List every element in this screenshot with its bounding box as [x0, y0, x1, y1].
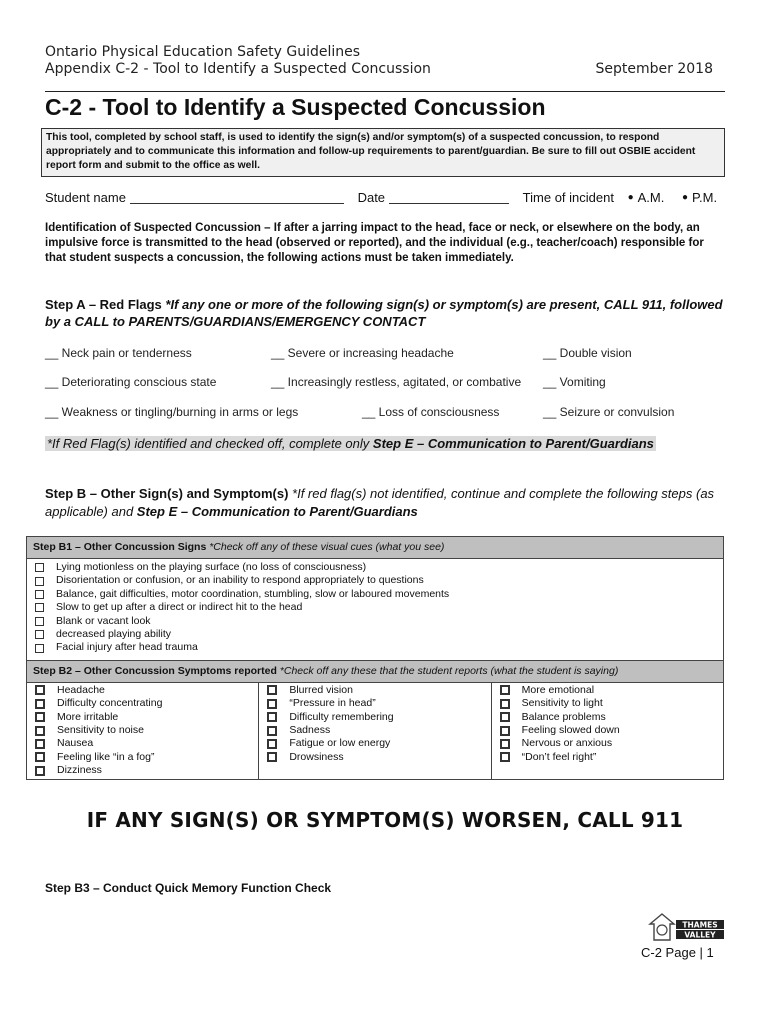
- checklist-item-label: Nausea: [57, 737, 94, 750]
- checklist-item[interactable]: [267, 711, 490, 724]
- b2-column-1: [27, 683, 259, 780]
- checklist-item-label: Disorientation or confusion, or an inability to respond appropriately to questions: [56, 574, 424, 587]
- checklist-item-label: Drowsiness: [289, 750, 344, 763]
- header-date: September 2018: [595, 61, 713, 77]
- b2-column-3: [492, 683, 723, 780]
- checklist-item-label: Feeling like “in a fog”: [57, 750, 155, 763]
- checkbox-icon[interactable]: [35, 617, 44, 626]
- checklist-item[interactable]: [267, 697, 490, 710]
- checkbox-icon[interactable]: [500, 739, 510, 749]
- red-flag-item[interactable]: __ Deteriorating conscious state: [45, 375, 217, 389]
- checkbox-icon[interactable]: [35, 644, 44, 653]
- red-flag-item[interactable]: __ Weakness or tingling/burning in arms or legs: [45, 405, 299, 419]
- checklist-item-label: More irritable: [57, 710, 119, 723]
- checkbox-icon[interactable]: [35, 563, 44, 572]
- checklist-item[interactable]: [35, 737, 258, 750]
- checklist-item-label: Headache: [57, 683, 105, 696]
- checklist-item[interactable]: [35, 628, 723, 641]
- red-flag-item[interactable]: __ Seizure or convulsion: [543, 405, 675, 419]
- checklist-item[interactable]: [500, 697, 723, 710]
- bullet-icon: ●: [627, 192, 634, 203]
- checkbox-icon[interactable]: [267, 685, 277, 695]
- checklist-item[interactable]: [35, 684, 258, 697]
- checklist-item[interactable]: [35, 615, 723, 628]
- checklist-item-label: Difficulty remembering: [289, 710, 394, 723]
- checklist-item[interactable]: [500, 724, 723, 737]
- header-rule: [45, 91, 725, 92]
- checklist-item[interactable]: [500, 711, 723, 724]
- checkbox-icon[interactable]: [35, 577, 44, 586]
- checklist-item-label: Slow to get up after a direct or indirect hit to the head: [56, 601, 303, 614]
- checkbox-icon[interactable]: [35, 590, 44, 599]
- checklist-item-label: Sensitivity to noise: [57, 723, 144, 736]
- identification-paragraph: Identification of Suspected Concussion – If after a jarring impact to the head, face or neck, or elsewhere on the body, an impulsive force is transmitted to the head (observed or reported), and the individual (e.g., teacher/coach) responsible for that student suspects a concussion, the following actions must be taken immediately.: [45, 222, 704, 264]
- red-flag-item[interactable]: __ Loss of consciousness: [362, 405, 500, 419]
- bullet-icon: ●: [681, 192, 689, 203]
- checkbox-icon[interactable]: [35, 685, 45, 695]
- checklist-item-label: Difficulty concentrating: [57, 697, 163, 710]
- b1-checklist: [27, 559, 723, 660]
- checklist-item-label: Fatigue or low energy: [289, 737, 391, 750]
- checkbox-icon[interactable]: [500, 699, 510, 709]
- red-flag-item[interactable]: __ Neck pain or tenderness: [45, 346, 192, 360]
- b2-header: Step B2 – Other Concussion Symptoms reported *Check off any these that the student reports (what the student is saying): [27, 660, 723, 683]
- checklist-item-label: “Don’t feel right”: [521, 750, 597, 763]
- red-flag-item[interactable]: __ Increasingly restless, agitated, or combative: [271, 375, 522, 389]
- document-header: [45, 44, 725, 78]
- checklist-item[interactable]: [500, 684, 723, 697]
- checklist-item[interactable]: [35, 751, 258, 764]
- page-number: C-2 Page | 1: [641, 945, 714, 960]
- header-line-2: Appendix C-2 - Tool to Identify a Suspected Concussion: [45, 61, 431, 77]
- checklist-item-label: Facial injury after head trauma: [56, 641, 198, 654]
- student-name-field[interactable]: [130, 191, 344, 204]
- checklist-item-label: Sadness: [289, 723, 331, 736]
- checklist-item-label: Lying motionless on the playing surface (no loss of consciousness): [56, 561, 367, 573]
- b1-header: Step B1 – Other Concussion Signs *Check off any of these visual cues (what you see): [27, 537, 723, 559]
- checkbox-icon[interactable]: [267, 726, 277, 736]
- date-label: Date: [357, 190, 386, 205]
- checklist-item-label: decreased playing ability: [56, 627, 171, 640]
- checklist-item[interactable]: [500, 737, 723, 750]
- checkbox-icon[interactable]: [35, 739, 45, 749]
- checkbox-icon[interactable]: [35, 603, 44, 612]
- red-flag-item[interactable]: __ Severe or increasing headache: [271, 346, 454, 360]
- checklist-item-label: “Pressure in head”: [289, 697, 376, 710]
- checklist-item[interactable]: [35, 588, 723, 601]
- date-field[interactable]: [389, 191, 509, 204]
- checklist-item[interactable]: [267, 751, 490, 764]
- checkbox-icon[interactable]: [35, 726, 45, 736]
- checkbox-icon[interactable]: [500, 752, 510, 762]
- checklist-item[interactable]: [35, 574, 723, 587]
- red-flag-item[interactable]: __ Vomiting: [543, 375, 606, 389]
- checkbox-icon[interactable]: [267, 739, 277, 749]
- checklist-item[interactable]: [35, 601, 723, 614]
- step-a-lead: Step A – Red Flags: [45, 297, 166, 312]
- step-a-heading: [45, 296, 725, 330]
- checklist-item[interactable]: [35, 697, 258, 710]
- step-b-heading: Step B – Other Sign(s) and Symptom(s) *If red flag(s) not identified, continue and complete the following steps (as applicable) and Step E – Communication to Parent/Guardians: [45, 486, 715, 519]
- checklist-item[interactable]: [500, 751, 723, 764]
- red-flag-item[interactable]: __ Double vision: [543, 346, 632, 360]
- checklist-item-label: Blurred vision: [289, 683, 353, 696]
- checklist-item[interactable]: [267, 724, 490, 737]
- checkbox-icon[interactable]: [500, 685, 510, 695]
- worsen-warning: IF ANY SIGN(S) OR SYMPTOM(S) WORSEN, CALL 911: [86, 808, 684, 832]
- checklist-item-label: Sensitivity to light: [521, 697, 603, 710]
- am-option[interactable]: ● A.M.: [627, 190, 665, 205]
- checkbox-icon[interactable]: [500, 726, 510, 736]
- intro-box: This tool, completed by school staff, is used to identify the sign(s) and/or symptom(s) of a suspected concussion, to respond appropriately and to communicate this information and follow-up requirements to parent/guardian. Be sure to fill out OSBIE accident report form and submit to the office as well.: [41, 128, 725, 177]
- checklist-item[interactable]: [35, 724, 258, 737]
- student-info-row: [45, 190, 725, 205]
- time-label: Time of incident: [522, 190, 614, 205]
- student-name-label: Student name: [45, 190, 126, 205]
- checkbox-icon[interactable]: [35, 766, 45, 776]
- checklist-item-label: Dizziness: [57, 764, 102, 777]
- checklist-item-label: Feeling slowed down: [521, 723, 620, 736]
- checklist-item[interactable]: [35, 711, 258, 724]
- svg-text:THAMES: THAMES: [682, 920, 718, 930]
- checkbox-icon[interactable]: [35, 752, 45, 762]
- checkbox-icon[interactable]: [35, 699, 45, 709]
- checkbox-icon[interactable]: [35, 712, 45, 722]
- page-title: C-2 - Tool to Identify a Suspected Concussion: [45, 94, 546, 120]
- checkbox-icon[interactable]: [267, 752, 277, 762]
- checkbox-icon[interactable]: [500, 712, 510, 722]
- thames-valley-logo: [648, 912, 726, 946]
- signs-symptoms-table: [26, 536, 724, 780]
- step-b3-heading: Step B3 – Conduct Quick Memory Function Check: [45, 881, 332, 895]
- checkbox-icon[interactable]: [35, 630, 44, 639]
- checkbox-icon[interactable]: [267, 699, 277, 709]
- header-line-1: Ontario Physical Education Safety Guidelines: [45, 44, 361, 60]
- b2-column-2: [259, 683, 491, 780]
- checkbox-icon[interactable]: [267, 712, 277, 722]
- step-b-lead: Step B – Other Sign(s) and Symptom(s): [45, 486, 293, 501]
- checklist-item[interactable]: [267, 684, 490, 697]
- checklist-item-label: Balance, gait difficulties, motor coordination, stumbling, slow or laboured movements: [56, 587, 450, 600]
- checklist-item[interactable]: [267, 737, 490, 750]
- checklist-item-label: Balance problems: [521, 710, 606, 723]
- checklist-item[interactable]: [35, 641, 723, 654]
- checklist-item-label: Nervous or anxious: [521, 737, 613, 750]
- checklist-item-label: More emotional: [521, 683, 595, 696]
- pm-option[interactable]: ● P.M.: [681, 190, 718, 205]
- svg-text:VALLEY: VALLEY: [684, 930, 716, 940]
- checklist-item-label: Blank or vacant look: [56, 614, 151, 627]
- checklist-item[interactable]: [35, 764, 258, 777]
- b2-checklist: [27, 683, 723, 780]
- step-a-instruction: *If any one or more of the following sign(s) or symptom(s) are present, CALL 911, followed by a CALL to PARENTS/GUARDIANS/EMERGENCY CONTACT: [45, 297, 723, 329]
- red-flag-note: *If Red Flag(s) identified and checked off, complete only Step E – Communication to Parent/Guardians: [47, 436, 654, 451]
- checklist-item[interactable]: [35, 561, 723, 574]
